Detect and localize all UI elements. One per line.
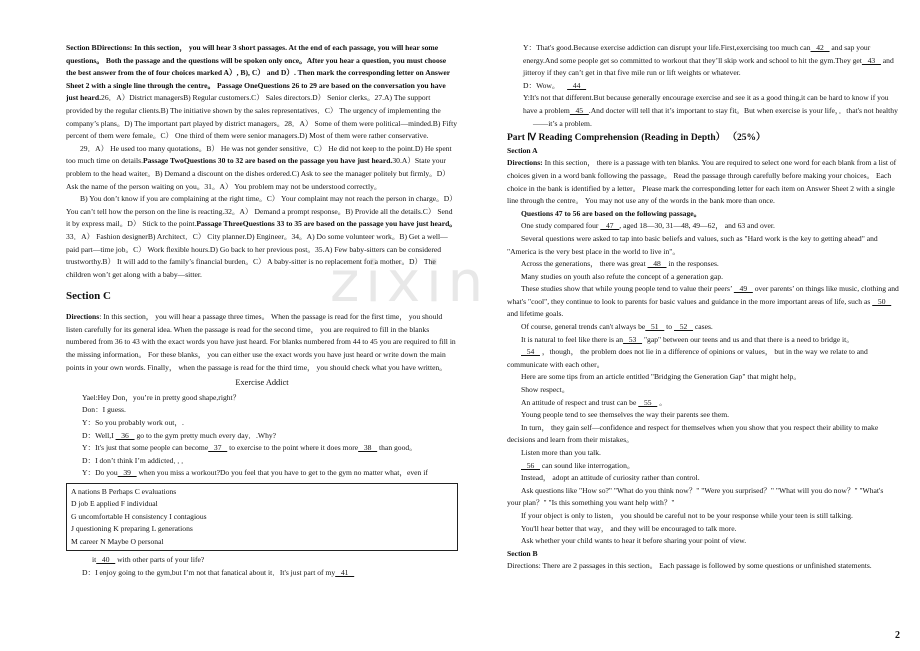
text: It is natural to feel like there is an [521,334,624,344]
text: These studies show that while young people tend to value their peers’ [521,284,734,294]
dialogue-title: Exercise Addict [235,378,289,388]
word-bank-row: M career N Maybe O personal [71,536,164,546]
passage-line [507,220,899,233]
text: .And docter will tell that it’s important to stay fit。But when exercise is your life，．that's not healthy [588,105,898,115]
blank-50[interactable]: 50 [872,296,892,306]
word-bank-box [66,483,458,551]
blank-36[interactable]: 36 [115,430,135,440]
passage-line: Show respect。 [521,385,570,395]
text: D：Wow。 [523,80,560,90]
passage-line [507,258,899,271]
dialogue-line: ——it’s a problem. [533,118,592,128]
section-b-intro: Section BDirections: In this section， you will hear 3 short passages. At the end of each passage, you will hear some questions。 Both the passage and the questions will be spoken only once。After you hear a question, you must choose the best answer from the of four choices marked A）, B), C） and D）. Then mark the corresponding letter on Answer Sheet 2 with a single line through the centre。 [66,43,450,90]
section-a-title [507,145,899,158]
text: and sap your energy.And some people get so committed to workout that they’ll skip work and school to hit the gym.They get [523,43,871,65]
section-b-title [507,548,899,561]
blank-45[interactable]: 45 [569,105,589,115]
word-bank-row: A nations B Perhaps C evaluations [71,487,177,496]
text: Y：That's good.Because exercise addiction can disrupt your life.First,exercising too much can [523,43,811,52]
section-c-title: Section C [66,290,111,303]
section-c-directions [66,311,458,374]
text: ，though， the problem does not lie in a difference of opinions or values， but in the way we relate to and communicate with each other。 [507,347,868,369]
text: "gap" between our teens and us and that there is a need to bridge it。 [642,334,854,344]
text: to exercise to the point where it does more [227,443,359,453]
part-iv-title: Part Ⅳ Reading Comprehension (Reading in Depth） （25%） [507,133,766,144]
passage-line: Listen more than you talk. [521,448,601,457]
dialogue-line: Y：So you probably work out，. [82,418,184,428]
text: when you miss a workout?Do you feel that you have to get to the gym no matter what，even if [136,468,428,478]
dialogue-line [66,430,458,443]
dialogue-line: D：I don’t think I’m addicted．．． [82,455,189,465]
passage-two-options: 30.A）State your problem to the head waiter。B) Demand a discount on the dishes ordered.C) Ask to see the manager politely but firmly。D） Ask the name of the person waiting on you。31。A） You problem may not be understood correctly。 [66,156,450,191]
dialogue-line [507,92,899,117]
word-bank-row: J questioning K preparing L generations [71,524,193,534]
text: One study compared four [521,221,601,231]
questions-heading-text: Questions 47 to 56 are based on the following passage。 [521,208,702,218]
passage-line: Instead， adopt an attitude of curiosity rather than control. [521,473,700,483]
text: Y：It's just that some people can become [82,443,209,453]
left-column [66,42,458,579]
text: , aged 18—30, 31—48, 49—62， and 63 and over. [619,221,775,231]
passage-line [507,397,899,410]
blank-56[interactable]: 56 [521,460,540,470]
blank-40[interactable]: 40 [96,555,116,565]
passage-line: Ask whether your child wants to hear it before sharing your point of view. [521,536,747,546]
passage-two-heading: Passage TwoQuestions 30 to 32 are based on the passage you have just heard. [142,156,393,166]
q31-paragraph [66,193,458,281]
text: D：Well,I [82,430,116,440]
passage-line [507,460,899,473]
dialogue-line [66,442,458,455]
text: can sound like interrogation。 [539,460,635,470]
blank-53[interactable]: 53 [623,334,643,344]
dialogue-line [66,567,458,580]
blank-54[interactable]: 54 [521,347,540,357]
directions-label: Directions: [507,158,543,168]
passage-one-options: 26．A）District managersB) Regular customers.C） Sales directors.D） Senior clerks。27.A) The support provided by the regular clients.B) The initiative shown by the sales representatives．C） The urgency of implementing the company’s plans。D) The important part played by district managers。28．A） Some of them were political—minded.B) Fifty percent of them were female。C） One third of them were senior managers.D) Most of them were rather conservative. [66,93,458,141]
page-number: 2 [895,630,900,641]
text: Y:It's not that different.But because generally encourage exercise and see it as a good thing,it can be hard to know if you have a problem [523,93,889,115]
passage-line: If your object is only to listen， you should be careful not to be your response while your teen is still talking. [521,510,853,520]
passage-line: Ask questions like "How so?" "What do you think now？" "Were you surprised？" "What will you do now？" "What's your plan？" "Is this something you want help with？" [507,485,884,508]
passage-three-heading: Passage ThreeQuestions 33 to 35 are based on the passage you have just heard。 [196,219,457,229]
passage-one-heading: Passage OneQuestions 26 to 29 are based on the conversation you have just heard. [66,80,446,103]
blank-37[interactable]: 37 [208,443,228,453]
blank-48[interactable]: 48 [647,259,667,269]
directions-text: In this section， there is a passage with ten blanks. You are required to select one word for each blank from a list of choices given in a word bank following the passage。 Read the passage through carefully before making your choices。 Each choice in the bank is identified by a letter。 Please mark the corresponding letter for each item on Answer Sheet 2 with a single line through the centre。 You may not use any of the words in the bank more than once. [507,158,897,206]
text: Y：Do you [82,468,118,478]
passage-line [507,334,899,347]
passage-line: Several questions were asked to tap into basic beliefs and values, such as "Hard work is the key to getting ahead" and "America is the very best place in the world to live in"。 [507,233,878,256]
passage-three-options: 33．A） Fashion designerB) Architect．C） City planner.D) Engineer。34。A) Do some volunteer work。B) Get a well—paid part—time job。C） Work flexible hours.D) Go back to her previous post。35.A) Few baby-sitters can be considered trustworthy.B） It will add to the family’s financial burden。C） A baby-sitter is no replacement for a mother。D） The children won’t get along with a baby—sitter. [66,231,448,279]
q29-options: 29．A） He used too many quotations。B） He was not gender sensitive．C） He did not keep to the point.D) He spent too much time on details. [66,143,452,166]
text: D：I enjoy going to the gym,but I’m not that fanatical about it．It's just part of my [82,567,336,577]
section-a-label: Section A [507,145,538,155]
text: with other parts of your life? [115,555,205,565]
passage-line: Young people tend to see themselves the way their parents see them. [521,410,730,420]
blank-41[interactable]: 41 [335,567,355,577]
q29-paragraph [66,143,458,193]
passage-line: Here are some tips from an article entitled "Bridging the Generation Gap" that might help。 [521,372,801,382]
blank-55[interactable]: 55 [638,397,658,407]
blank-43[interactable]: 43 [861,55,881,65]
dialogue-line [66,467,458,480]
q31-options: B) You don’t know if you are complaining at the right time。C） Your complaint may not reach the person in charge。D） You can’t tell how the person on the line is reacting.32。A） Demand a prompt response。B) Provide all the details.C） Send it by express mail。D） Stick to the point. [66,194,457,229]
watermark: zixin [330,250,490,315]
blank-38[interactable]: 38 [358,443,378,453]
directions-text: : In this section， you will hear a passage three times。 When the passage is read for the first time， you should listen carefully for its general idea. When the passage is read for the second time， you are required to fill in the blanks numbered from 36 to 43 with the exact words you have just heard. For blanks numbered from 44 to 45 you are required to fill in the missing information。 For these blanks， you can either use the exact words you have just heard or write down the main points in your own words. Finally， when the passage is read for the third time， you should check what you have written。 [66,312,456,372]
text: it [92,555,97,565]
dialogue-line [507,42,899,80]
text: in the responses. [666,259,719,269]
dialogue-line [66,554,458,567]
right-column [507,42,899,573]
text: 。 [657,397,667,407]
passage-line: Many studies on youth also refute the concept of a generation gap. [521,271,724,281]
passage-line [507,321,899,334]
passage-line: You'll hear better that way， and they will be encouraged to talk more. [521,523,737,533]
text: and jitteroy if they can’t get in that five mile run or lift weights or whatever. [523,55,894,78]
passage-line [507,283,899,321]
blank-44[interactable]: 44 [567,80,587,90]
text: over parents’ on things like music, clothing and what's "cool", they continue to look to parents for basic values and guidance in the more important areas of life, such as [507,284,899,306]
dialogue-line [507,80,899,93]
questions-heading [507,208,899,221]
section-b-label: Section B [507,548,538,558]
directions-label: Directions [66,312,100,322]
dialogue-line: Don：I guess. [82,405,126,415]
text: go to the gym pretty much every day．.Why? [134,430,277,440]
section-b-directions: Directions: There are 2 passages in this section。 Each passage is followed by some questions or unfinished statements. [507,561,872,571]
passage-line [507,346,899,371]
text: Across the generations， there was great [521,259,648,269]
word-bank-row: G uncomfortable H consistency I contagious [71,511,207,521]
word-bank-row: D job E applied F individual [71,499,158,509]
blank-47[interactable]: 47 [600,221,620,231]
text: Of course, general trends can't always be [521,322,646,332]
text: and lifetime goals. [507,309,564,319]
blank-49[interactable]: 49 [733,284,753,294]
dialogue-line: Yael:Hey Don，you’re in pretty good shape,right？ [82,392,241,402]
blank-42[interactable]: 42 [810,43,830,52]
text: cases. [692,322,713,332]
blank-51[interactable]: 51 [645,322,665,332]
text: to [664,322,674,332]
passage-line: In turn， they gain self—confidence and respect for themselves when you show that you respect their ability to make decisions and learn from their mistakes。 [507,422,879,445]
section-a-directions [507,157,899,207]
blank-39[interactable]: 39 [117,468,137,478]
text: An attitude of respect and trust can be [521,397,639,407]
blank-52[interactable]: 52 [674,322,693,332]
text: than good。 [377,443,417,453]
section-b-listening [66,42,458,143]
